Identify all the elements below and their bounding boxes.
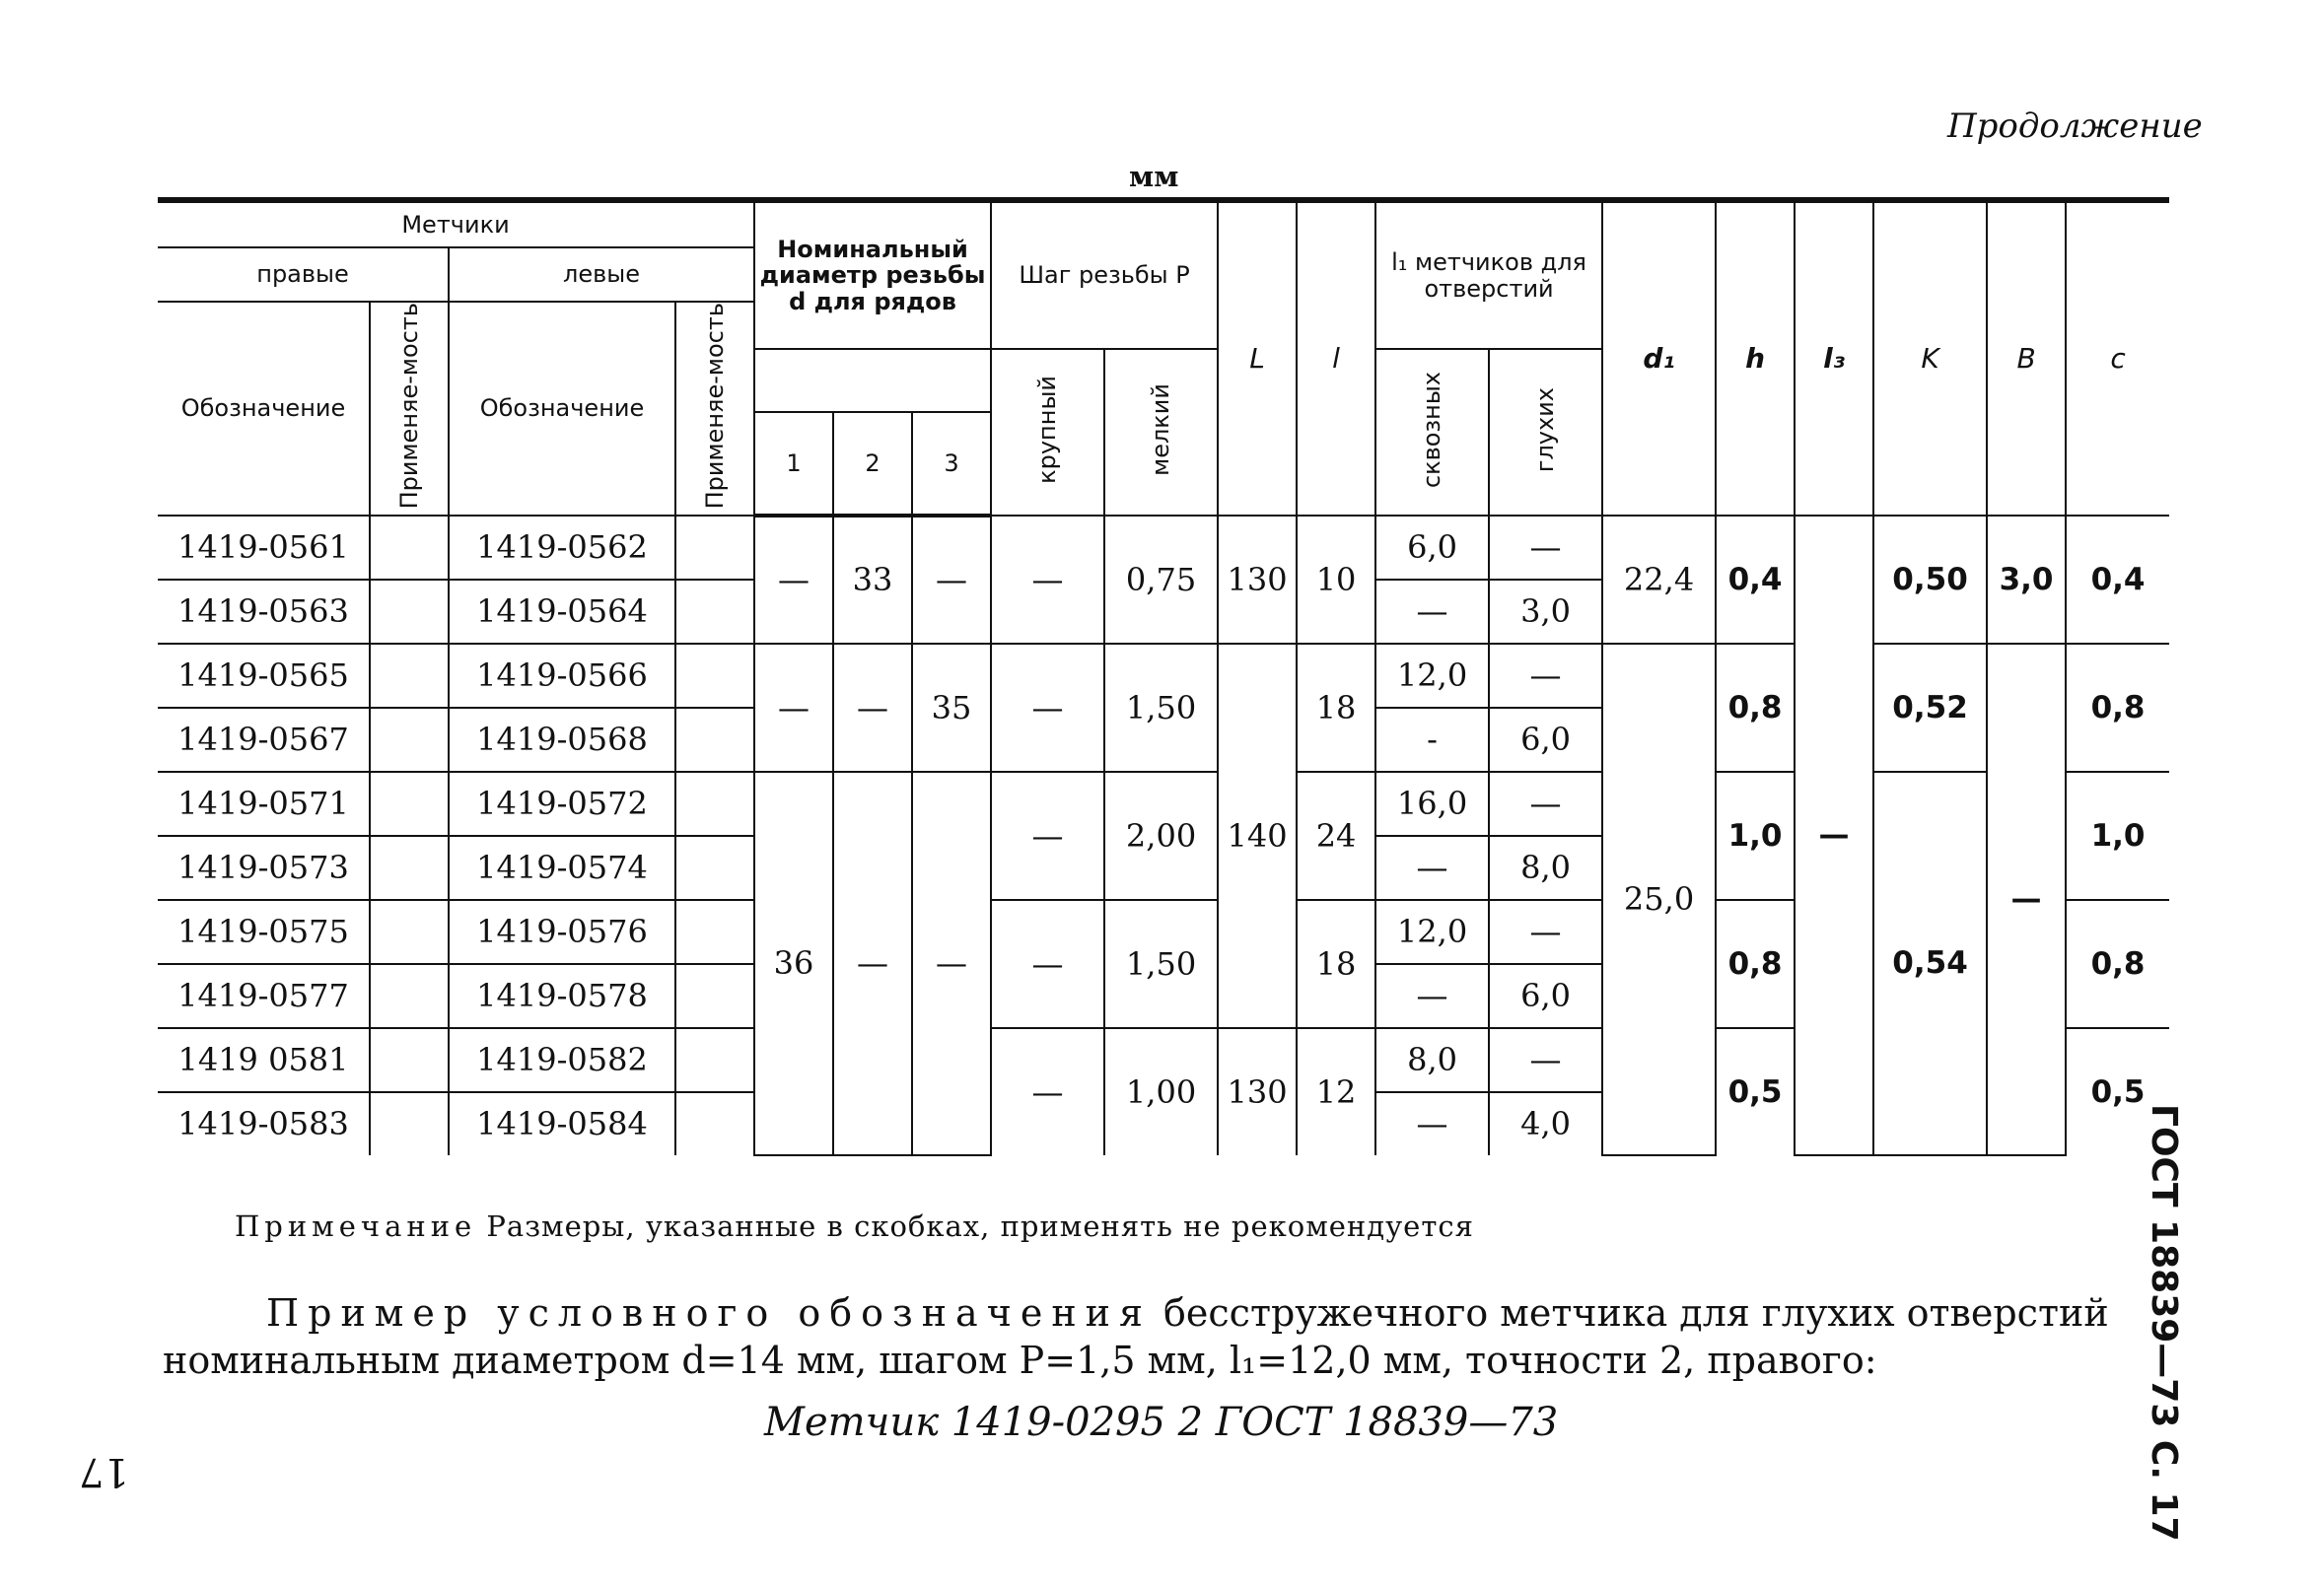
l1-blind: 6,0 <box>1489 964 1602 1028</box>
length-l: 18 <box>1297 644 1375 772</box>
length-L: 130 <box>1218 516 1297 644</box>
header-K: K <box>1873 200 1987 516</box>
l1-through: 12,0 <box>1375 644 1489 708</box>
designation-left: 1419-0578 <box>449 964 675 1028</box>
applicability-cell <box>675 1092 754 1155</box>
applicability-cell <box>675 708 754 772</box>
designation-left: 1419-0572 <box>449 772 675 836</box>
designation-left: 1419-0582 <box>449 1028 675 1092</box>
header-through: сквозных <box>1375 349 1489 516</box>
length-l: 10 <box>1297 516 1375 644</box>
applicability-cell <box>370 516 449 580</box>
l1-blind: — <box>1489 900 1602 964</box>
header-designation-right: Обозначение <box>158 302 370 516</box>
header-h: h <box>1716 200 1795 516</box>
diameter-row3: — <box>912 516 991 644</box>
l1-through: — <box>1375 580 1489 644</box>
l1-blind: — <box>1489 644 1602 708</box>
length-l: 24 <box>1297 772 1375 900</box>
header-l: l <box>1297 200 1375 516</box>
length-L: 140 <box>1218 644 1297 1028</box>
header-coarse: крупный <box>991 349 1104 516</box>
diameter-row1: — <box>754 516 833 644</box>
l1-through: 8,0 <box>1375 1028 1489 1092</box>
applicability-cell <box>675 644 754 708</box>
l3-value: — <box>1795 516 1873 1155</box>
designation-left: 1419-0568 <box>449 708 675 772</box>
designation-right: 1419-0567 <box>158 708 370 772</box>
header-row-1: 1 <box>754 412 833 516</box>
designation-left: 1419-0564 <box>449 580 675 644</box>
diameter-row3: — <box>912 772 991 1155</box>
l1-blind: — <box>1489 1028 1602 1092</box>
applicability-cell <box>370 1092 449 1155</box>
header-metchiki: Метчики <box>158 200 754 247</box>
l1-through: 6,0 <box>1375 516 1489 580</box>
h-value: 0,5 <box>1716 1028 1795 1155</box>
applicability-cell <box>675 836 754 900</box>
designation-left: 1419-0576 <box>449 900 675 964</box>
l1-through: 16,0 <box>1375 772 1489 836</box>
diameter-row3: 35 <box>912 644 991 772</box>
header-rows-spacer <box>754 349 991 412</box>
diameter-row1: 36 <box>754 772 833 1155</box>
pitch-fine: 1,50 <box>1104 900 1218 1028</box>
diameter-row1: — <box>754 644 833 772</box>
l1-blind: — <box>1489 516 1602 580</box>
designation-left: 1419-0566 <box>449 644 675 708</box>
designation-right: 1419-0577 <box>158 964 370 1028</box>
header-left: левые <box>449 247 754 302</box>
applicability-cell <box>370 644 449 708</box>
header-l3: l₃ <box>1795 200 1873 516</box>
c-value: 0,8 <box>2066 644 2169 772</box>
l1-blind: 6,0 <box>1489 708 1602 772</box>
applicability-cell <box>370 772 449 836</box>
d1-value: 22,4 <box>1602 516 1716 644</box>
designation-right: 1419-0573 <box>158 836 370 900</box>
diameter-row2: — <box>833 644 912 772</box>
header-c: c <box>2066 200 2169 516</box>
l1-blind: 3,0 <box>1489 580 1602 644</box>
length-L: 130 <box>1218 1028 1297 1155</box>
designation-right: 1419-0561 <box>158 516 370 580</box>
length-l: 18 <box>1297 900 1375 1028</box>
applicability-cell <box>675 516 754 580</box>
header-thread-pitch: Шаг резьбы P <box>991 200 1218 349</box>
page-number: 17 <box>79 1449 129 1494</box>
designation-left: 1419-0574 <box>449 836 675 900</box>
c-value: 0,4 <box>2066 516 2169 644</box>
header-L: L <box>1218 200 1297 516</box>
h-value: 0,4 <box>1716 516 1795 644</box>
designation-left: 1419-0584 <box>449 1092 675 1155</box>
h-value: 0,8 <box>1716 644 1795 772</box>
B-value: — <box>1987 644 2066 1155</box>
header-fine: мелкий <box>1104 349 1218 516</box>
para-spaced: Пример условного обозначения <box>266 1291 1152 1335</box>
diameter-row2: 33 <box>833 516 912 644</box>
header-applicability-left: Применяе-мость <box>675 302 754 516</box>
pitch-fine: 1,00 <box>1104 1028 1218 1155</box>
designation-right: 1419-0575 <box>158 900 370 964</box>
c-value: 0,8 <box>2066 900 2169 1028</box>
K-value: 0,54 <box>1873 772 1987 1155</box>
designation-right: 1419-0563 <box>158 580 370 644</box>
header-nominal-diameter: Номинальный диаметр резьбы d для рядов <box>754 200 991 349</box>
l1-through: 12,0 <box>1375 900 1489 964</box>
applicability-cell <box>675 964 754 1028</box>
standard-header-side: ГОСТ 18839—73 С. 17 <box>2144 1104 2184 1542</box>
h-value: 0,8 <box>1716 900 1795 1028</box>
header-B: B <box>1987 200 2066 516</box>
h-value: 1,0 <box>1716 772 1795 900</box>
applicability-cell <box>675 580 754 644</box>
example-paragraph-line2: номинальным диаметром d=14 мм, шагом P=1,5 мм, l₁=12,0 мм, точности 2, правого: <box>163 1339 1877 1382</box>
table-note <box>235 1209 1474 1243</box>
applicability-cell <box>370 836 449 900</box>
K-value: 0,52 <box>1873 644 1987 772</box>
length-l: 12 <box>1297 1028 1375 1155</box>
l1-through: — <box>1375 964 1489 1028</box>
l1-blind: 8,0 <box>1489 836 1602 900</box>
pitch-coarse: — <box>991 1028 1104 1155</box>
pitch-coarse: — <box>991 644 1104 772</box>
applicability-cell <box>675 900 754 964</box>
B-value: 3,0 <box>1987 516 2066 644</box>
diameter-row2: — <box>833 772 912 1155</box>
pitch-fine: 0,75 <box>1104 516 1218 644</box>
pitch-coarse: — <box>991 900 1104 1028</box>
applicability-cell <box>370 964 449 1028</box>
pitch-coarse: — <box>991 772 1104 900</box>
applicability-cell <box>675 1028 754 1092</box>
example-designation: Метчик 1419-0295 2 ГОСТ 18839—73 <box>764 1400 1559 1445</box>
header-designation-left: Обозначение <box>449 302 675 516</box>
pitch-coarse: — <box>991 516 1104 644</box>
note-text: Размеры, указанные в скобках, применять не рекомендуется <box>476 1209 1474 1243</box>
d1-value: 25,0 <box>1602 644 1716 1155</box>
l1-through: — <box>1375 836 1489 900</box>
para-rest: бесстружечного метчика для глухих отверстий <box>1151 1291 2109 1335</box>
header-l1: l₁ метчиков для отверстий <box>1375 200 1602 349</box>
applicability-cell <box>370 580 449 644</box>
tap-dimensions-table <box>158 197 2169 1156</box>
applicability-cell <box>370 900 449 964</box>
applicability-cell <box>370 708 449 772</box>
l1-blind: — <box>1489 772 1602 836</box>
c-value: 1,0 <box>2066 772 2169 900</box>
header-blind: глухих <box>1489 349 1602 516</box>
header-d1: d₁ <box>1602 200 1716 516</box>
header-right: правые <box>158 247 449 302</box>
note-label: Примечание <box>235 1209 477 1243</box>
pitch-fine: 2,00 <box>1104 772 1218 900</box>
example-paragraph-line1 <box>266 1291 2109 1335</box>
l1-through: - <box>1375 708 1489 772</box>
designation-right: 1419-0565 <box>158 644 370 708</box>
continuation-label: Продолжение <box>1947 106 2203 146</box>
K-value: 0,50 <box>1873 516 1987 644</box>
designation-right: 1419-0571 <box>158 772 370 836</box>
pitch-fine: 1,50 <box>1104 644 1218 772</box>
applicability-cell <box>370 1028 449 1092</box>
header-applicability-right: Применяе-мость <box>370 302 449 516</box>
applicability-cell <box>675 772 754 836</box>
designation-left: 1419-0562 <box>449 516 675 580</box>
c-value: 0,5 <box>2066 1028 2169 1155</box>
header-row-3: 3 <box>912 412 991 516</box>
l1-blind: 4,0 <box>1489 1092 1602 1155</box>
l1-through: — <box>1375 1092 1489 1155</box>
header-row-2: 2 <box>833 412 912 516</box>
unit-label: мм <box>1129 160 1179 193</box>
designation-right: 1419-0583 <box>177 1105 349 1143</box>
designation-right: 1419 0581 <box>158 1028 370 1092</box>
